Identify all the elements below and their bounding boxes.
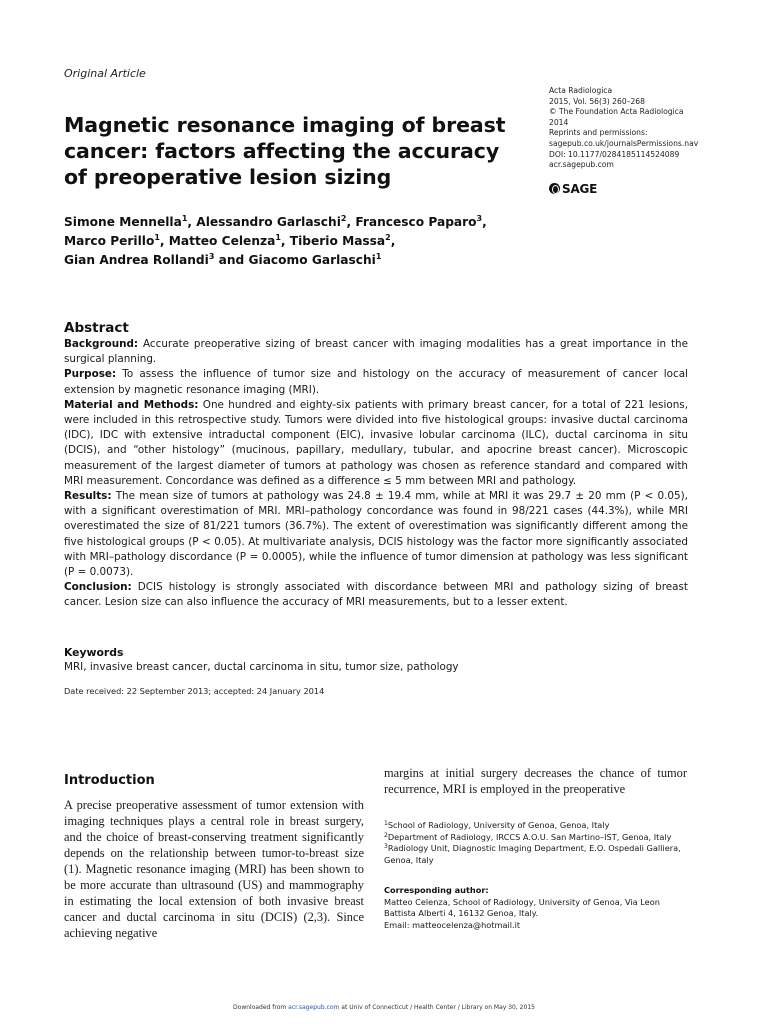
footer-suffix: at Univ of Connecticut / Health Center / Library on May 30, 2015 — [339, 1004, 535, 1011]
methods-label: Material and Methods: — [64, 398, 199, 411]
author-name: Matteo Celenza — [168, 234, 276, 248]
introduction-heading: Introduction — [64, 773, 155, 788]
background-text: Accurate preoperative sizing of breast cancer with imaging modalities has a great importance in the surgical planning. — [64, 338, 689, 366]
sage-logo-icon — [549, 183, 560, 194]
corresponding-email[interactable]: Email: matteocelenza@hotmail.it — [384, 919, 521, 930]
keywords — [64, 645, 688, 675]
purpose-text: To assess the influence of tumor size and histology on the accuracy of measurement of cancer local extension by magnetic resonance imaging (MRI). — [64, 368, 688, 396]
article-type-label: Original Article — [64, 67, 146, 80]
author-affiliation-number: 1 — [275, 233, 281, 242]
author-affiliation-number: 1 — [181, 214, 188, 223]
download-footer — [0, 1004, 768, 1011]
corresponding-author — [384, 885, 690, 931]
background-label: Background: — [64, 338, 139, 350]
author-name: Simone Mennella — [64, 215, 182, 229]
purpose-label: Purpose: — [64, 368, 117, 381]
abstract-heading: Abstract — [64, 320, 129, 336]
footer-link[interactable]: acr.sagepub.com — [288, 1004, 340, 1011]
author-affiliation-number: 2 — [385, 233, 391, 242]
copyright-year: 2014 — [549, 117, 569, 127]
author-name: Gian Andrea Rollandi — [64, 253, 209, 267]
abstract — [64, 320, 688, 611]
author-name: Marco Perillo — [64, 234, 155, 248]
introduction-text-left: A precise preoperative assessment of tumor extension with imaging techniques plays a central role in breast surgery, and the choice of breast-conserving treatment significantly depends on the relationship between tumor-to-breast size (1). Magnetic resonance imaging (MRI) has been shown to be more accurate than ultrasound (US) and mammography in estimating the local extension of both invasive breast cancer and ductal carcinoma in situ (DCIS) (2,3). Since achieving negative — [64, 798, 364, 940]
author-affiliation-number: 3 — [476, 214, 483, 223]
journal-url[interactable]: acr.sagepub.com — [549, 160, 614, 170]
sage-logo: SAGE — [549, 182, 597, 196]
doi[interactable]: DOI: 10.1177/0284185114524089 — [549, 149, 680, 159]
author-name: Giacomo Garlaschi — [248, 253, 376, 267]
copyright: © The Foundation Acta Radiologica — [549, 107, 684, 117]
author-name: Francesco Paparo — [355, 215, 477, 229]
affiliation-1: $^1$School of Radiology, University of Genoa, Genoa, Italy — [384, 820, 610, 830]
journal-info — [549, 86, 749, 171]
affiliation-3: $^3$Radiology Unit, Diagnostic Imaging Department, E.O. Ospedali Galliera, Genoa, Italy — [384, 843, 681, 865]
methods-text: One hundred and eighty-six patients with primary breast cancer, for a total of 221 lesions, were included in this retrospective study. Tumors were divided into five histological groups: invasive ductal carcinoma (IDC), IDC with extensive intraductal component (EIC), invasive lobular carcinoma (ILC), ductal carcinoma in situ (DCIS), and “other histology” (mucinous, papillary, medullary, tubular, and apocrine breast cancer). Microscopic measurement of the largest diameter of tumors at pathology was chosen as reference standard and compared with MRI measurement. Concordance was defined as a difference ≤ 5 mm between MRI and pathology. — [64, 398, 689, 487]
author-list: Simone Mennella$^1$, Alessandro Garlaschi$^2$, Francesco Paparo$^3$, Marco Perillo$^1$, Matteo Celenza$^1$, Tiberio Massa$^2$, Gian Andrea Rollandi$^3$ and Giacomo Garlaschi$^1$ — [64, 214, 487, 267]
author-affiliation-number: 3 — [208, 252, 215, 261]
journal-name: Acta Radiologica — [549, 86, 613, 95]
keywords-heading: Keywords — [64, 646, 124, 659]
author-name: Tiberio Massa — [289, 234, 386, 248]
affiliation-2: $^2$Department of Radiology, IRCCS A.O.U. San Martino–IST, Genoa, Italy — [384, 831, 672, 842]
corresponding-address: Matteo Celenza, School of Radiology, University of Genoa, Via Leon Battista Alberti 4, 16132 Genoa, Italy. — [384, 896, 660, 919]
date-received: Date received: 22 September 2013; accepted: 24 January 2014 — [64, 686, 325, 696]
author-name: Alessandro Garlaschi — [196, 215, 341, 229]
article-title: Magnetic resonance imaging of breast cancer: factors affecting the accuracy of preoperative lesion sizing — [64, 113, 506, 189]
introduction-text-right: margins at initial surgery decreases the chance of tumor recurrence, MRI is employed in the preoperative — [384, 766, 687, 796]
author-affiliation-number: 1 — [154, 233, 160, 242]
abstract-body — [64, 337, 688, 611]
reprints-label: Reprints and permissions: — [549, 128, 648, 138]
journal-volume: 2015, Vol. 56(3) 260–268 — [549, 96, 645, 106]
conclusion-label: Conclusion: — [64, 581, 132, 594]
conclusion-text: DCIS histology is strongly associated with discordance between MRI and pathology sizing of breast cancer. Lesion size can also influence the accuracy of MRI measurements, but to a lesser extent. — [64, 581, 688, 609]
author-affiliation-number: 1 — [375, 252, 382, 261]
footer-prefix: Downloaded from — [233, 1004, 289, 1011]
permissions-link[interactable]: sagepub.co.uk/journalsPermissions.nav — [549, 138, 699, 148]
affiliations — [384, 820, 690, 866]
results-text: The mean size of tumors at pathology was 24.8 ± 19.4 mm, while at MRI it was 29.7 ± 20 mm (P < 0.05), with a significant overestimation of MRI. MRI–pathology concordance was found in 98/221 cases (44.3%), while MRI overestimated the size of 81/221 tumors (36.7%). The extent of overestimation was significantly different among the five histological groups (P < 0.05). At multivariate analysis, DCIS histology was the factor more significantly associated with MRI–pathology discordance (P = 0.0005), while the influence of tumor dimension at pathology was less significant (P = 0.0073). — [64, 490, 688, 579]
results-label: Results: — [64, 490, 112, 503]
author-affiliation-number: 2 — [340, 214, 347, 223]
keywords-text: MRI, invasive breast cancer, ductal carcinoma in situ, tumor size, pathology — [64, 661, 459, 673]
corresponding-label: Corresponding author: — [384, 885, 489, 895]
